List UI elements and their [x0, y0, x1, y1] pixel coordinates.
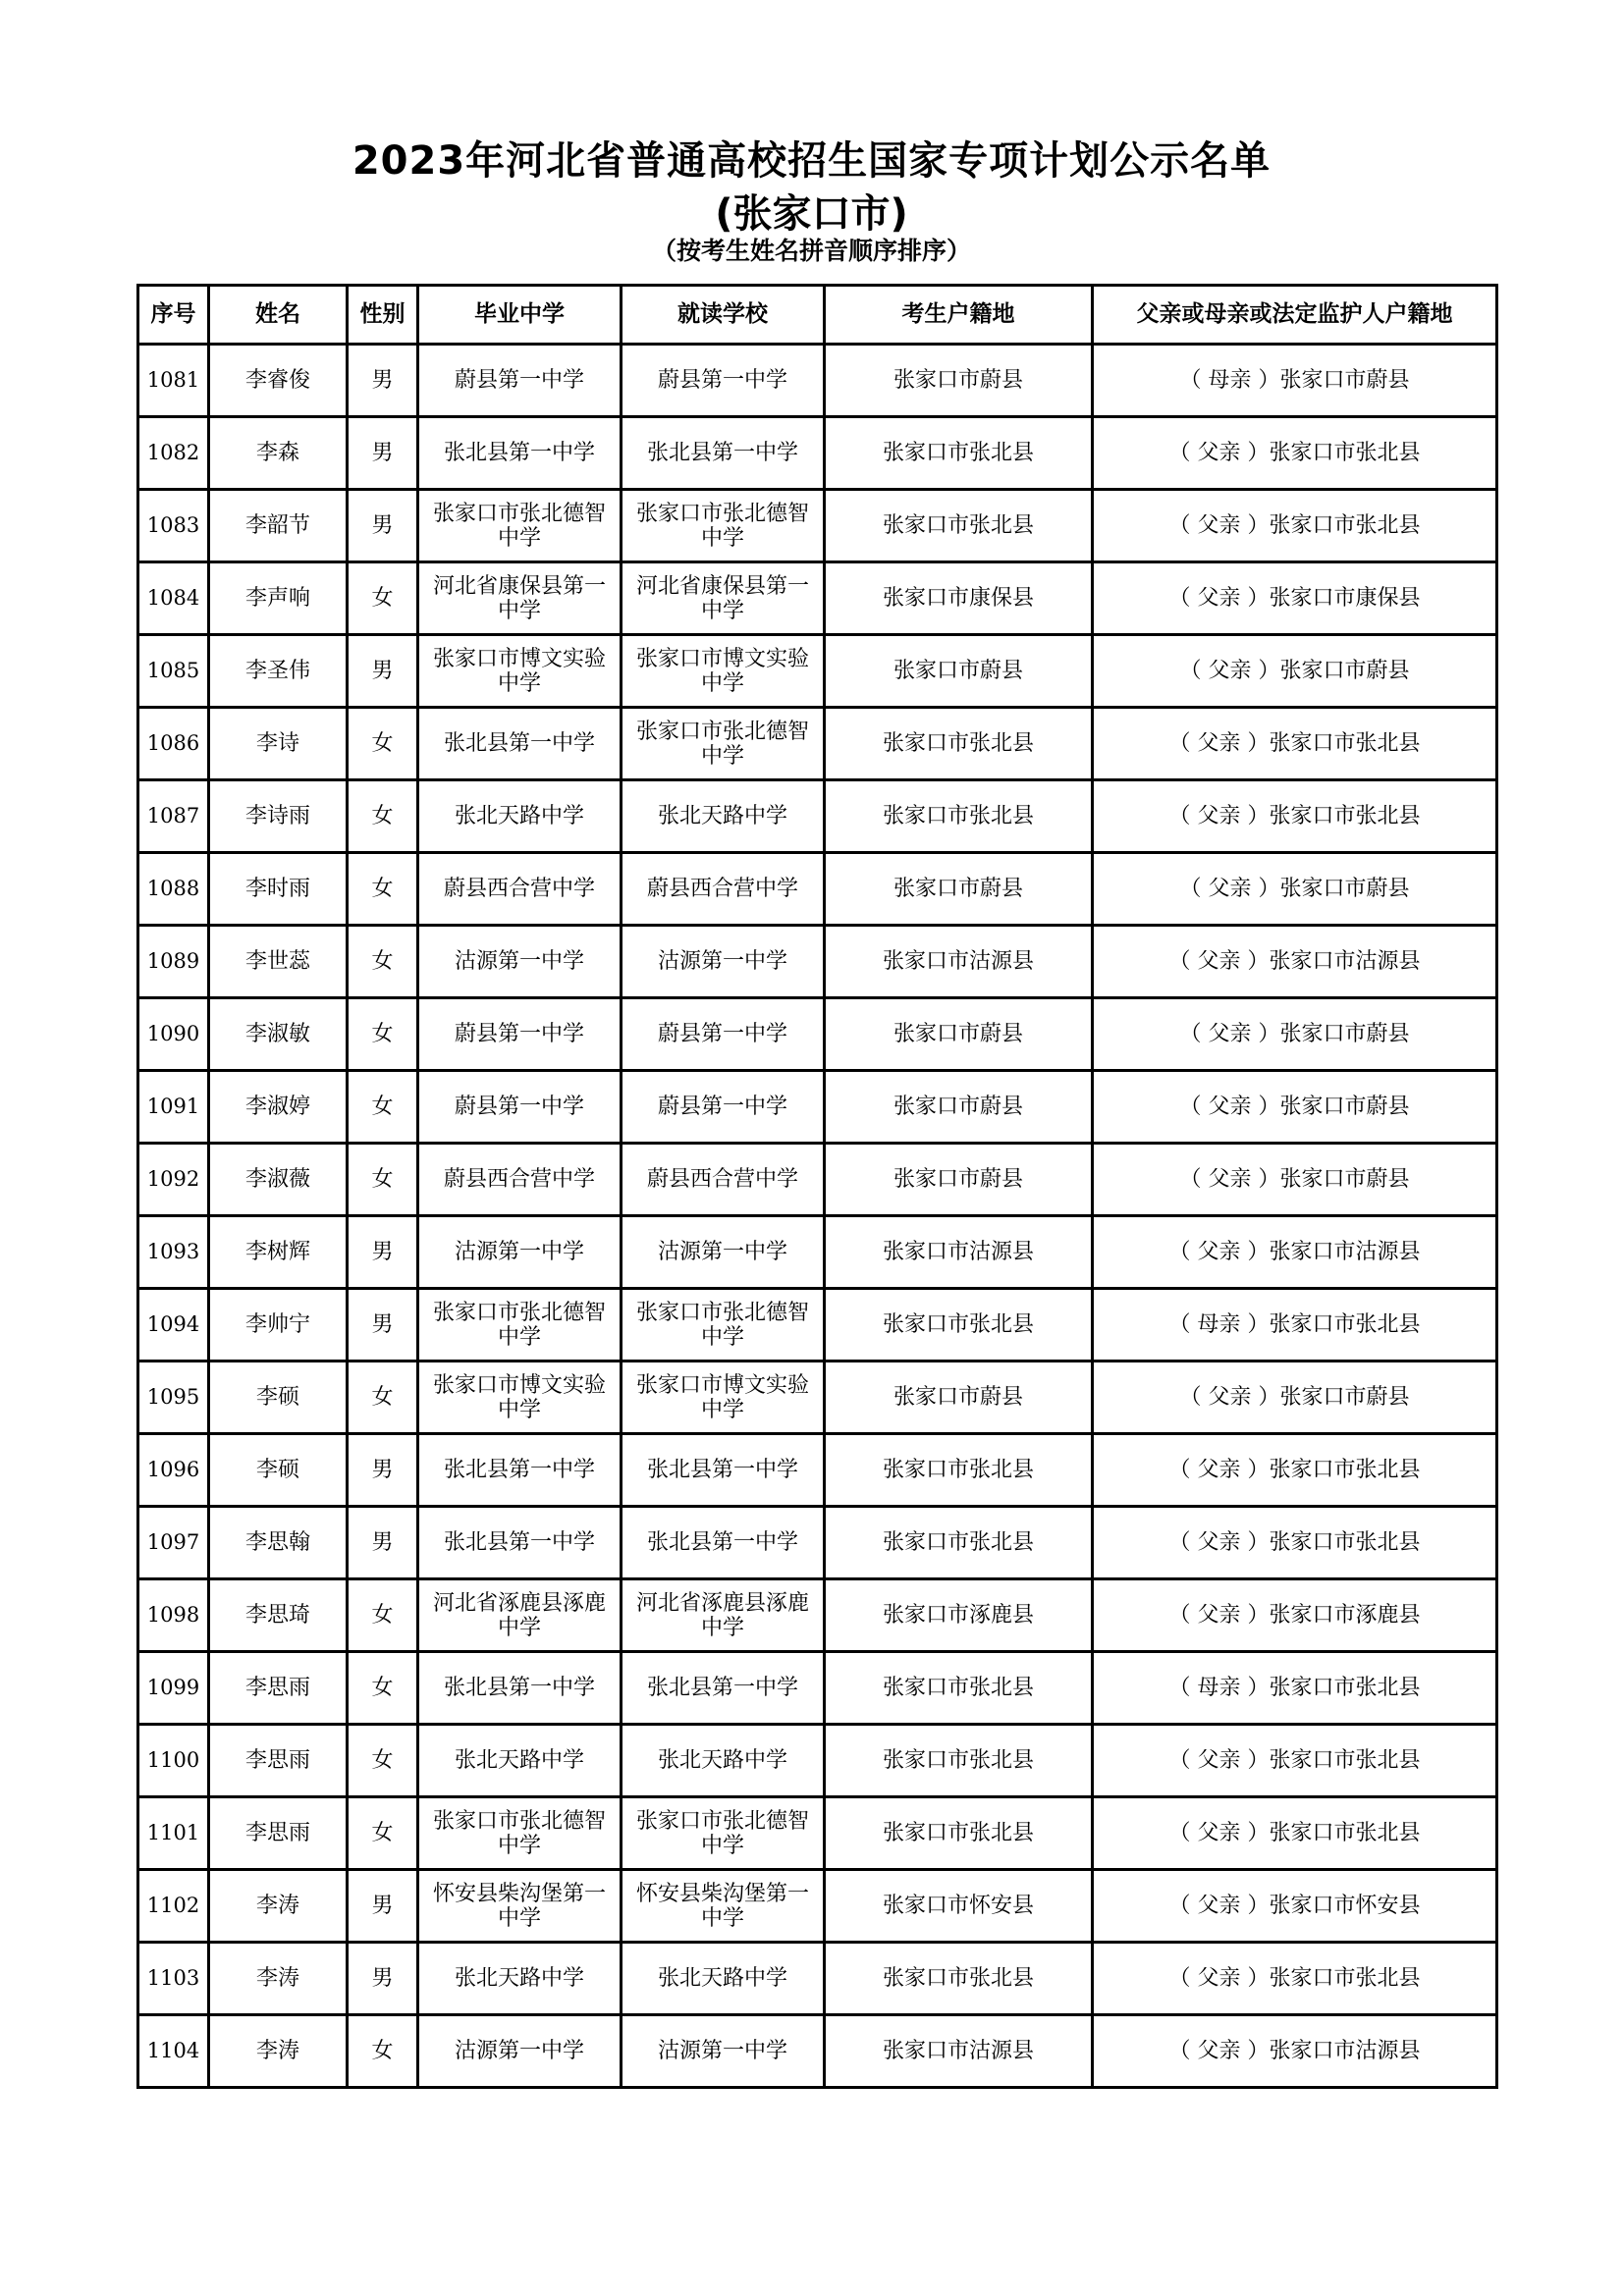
- graduated-school: 张北县第一中学: [418, 708, 622, 780]
- table-row: [138, 562, 1497, 635]
- sort-note: （按考生姓名拼音顺序排序）: [651, 237, 971, 265]
- current-school: 张北天路中学: [622, 1725, 825, 1797]
- row-index: 1098: [138, 1579, 209, 1652]
- current-school: 沽源第一中学: [622, 926, 825, 998]
- graduated-school: 蔚县第一中学: [418, 345, 622, 417]
- graduated-school: 沽源第一中学: [418, 2015, 622, 2088]
- row-index: 1104: [138, 2015, 209, 2088]
- current-school: 张北县第一中学: [622, 1507, 825, 1579]
- table-row: [138, 1943, 1497, 2015]
- student-name: 李诗雨: [209, 780, 348, 853]
- household-registration: 张家口市张北县: [825, 417, 1093, 490]
- household-registration: 张家口市蔚县: [825, 1144, 1093, 1216]
- household-registration: 张家口市张北县: [825, 1289, 1093, 1362]
- student-name: 李世蕊: [209, 926, 348, 998]
- gender: 女: [348, 708, 418, 780]
- student-name: 李思琦: [209, 1579, 348, 1652]
- graduated-school: 沽源第一中学: [418, 926, 622, 998]
- current-school: 张北县第一中学: [622, 417, 825, 490]
- table-row: [138, 926, 1497, 998]
- current-school: 沽源第一中学: [622, 1216, 825, 1289]
- student-name: 李思翰: [209, 1507, 348, 1579]
- guardian-registration: （ 父亲 ）张家口市沽源县: [1093, 926, 1497, 998]
- student-name: 李圣伟: [209, 635, 348, 708]
- col-header-graduated-school: 毕业中学: [418, 286, 622, 345]
- gender: 男: [348, 1507, 418, 1579]
- row-index: 1092: [138, 1144, 209, 1216]
- col-header-gender: 性别: [348, 286, 418, 345]
- col-header-name: 姓名: [209, 286, 348, 345]
- gender: 女: [348, 1579, 418, 1652]
- graduated-school: 张北县第一中学: [418, 1434, 622, 1507]
- guardian-registration: （ 父亲 ）张家口市张北县: [1093, 1434, 1497, 1507]
- graduated-school: 张北天路中学: [418, 780, 622, 853]
- row-index: 1096: [138, 1434, 209, 1507]
- gender: 女: [348, 926, 418, 998]
- row-index: 1097: [138, 1507, 209, 1579]
- table-row: [138, 708, 1497, 780]
- household-registration: 张家口市沽源县: [825, 926, 1093, 998]
- graduated-school: 河北省涿鹿县涿鹿中学: [418, 1579, 622, 1652]
- gender: 女: [348, 1725, 418, 1797]
- gender: 男: [348, 1289, 418, 1362]
- table-row: [138, 1870, 1497, 1943]
- student-name: 李涛: [209, 2015, 348, 2088]
- graduated-school: 沽源第一中学: [418, 1216, 622, 1289]
- row-index: 1103: [138, 1943, 209, 2015]
- row-index: 1085: [138, 635, 209, 708]
- graduated-school: 张家口市博文实验中学: [418, 1362, 622, 1434]
- current-school: 张家口市张北德智中学: [622, 1289, 825, 1362]
- graduated-school: 张家口市张北德智中学: [418, 1289, 622, 1362]
- guardian-registration: （ 父亲 ）张家口市沽源县: [1093, 1216, 1497, 1289]
- current-school: 沽源第一中学: [622, 2015, 825, 2088]
- student-name: 李硕: [209, 1362, 348, 1434]
- gender: 女: [348, 562, 418, 635]
- student-name: 李硕: [209, 1434, 348, 1507]
- student-name: 李思雨: [209, 1652, 348, 1725]
- graduated-school: 张北天路中学: [418, 1943, 622, 2015]
- table-row: [138, 417, 1497, 490]
- current-school: 张家口市张北德智中学: [622, 490, 825, 562]
- guardian-registration: （ 父亲 ）张家口市蔚县: [1093, 1071, 1497, 1144]
- household-registration: 张家口市蔚县: [825, 345, 1093, 417]
- row-index: 1101: [138, 1797, 209, 1870]
- current-school: 张家口市张北德智中学: [622, 1797, 825, 1870]
- guardian-registration: （ 父亲 ）张家口市蔚县: [1093, 635, 1497, 708]
- graduated-school: 蔚县西合营中学: [418, 853, 622, 926]
- guardian-registration: （ 父亲 ）张家口市怀安县: [1093, 1870, 1497, 1943]
- household-registration: 张家口市张北县: [825, 490, 1093, 562]
- student-name: 李时雨: [209, 853, 348, 926]
- guardian-registration: （ 父亲 ）张家口市蔚县: [1093, 853, 1497, 926]
- table-row: [138, 635, 1497, 708]
- table-row: [138, 1652, 1497, 1725]
- graduated-school: 张北县第一中学: [418, 417, 622, 490]
- student-name: 李涛: [209, 1943, 348, 2015]
- guardian-registration: （ 母亲 ）张家口市蔚县: [1093, 345, 1497, 417]
- table-row: [138, 1289, 1497, 1362]
- student-name: 李思雨: [209, 1725, 348, 1797]
- row-index: 1081: [138, 345, 209, 417]
- household-registration: 张家口市蔚县: [825, 1362, 1093, 1434]
- current-school: 河北省康保县第一中学: [622, 562, 825, 635]
- table-row: [138, 490, 1497, 562]
- current-school: 张家口市张北德智中学: [622, 708, 825, 780]
- table-row: [138, 1725, 1497, 1797]
- current-school: 张家口市博文实验中学: [622, 1362, 825, 1434]
- household-registration: 张家口市张北县: [825, 780, 1093, 853]
- row-index: 1091: [138, 1071, 209, 1144]
- gender: 男: [348, 1943, 418, 2015]
- row-index: 1100: [138, 1725, 209, 1797]
- student-name: 李声响: [209, 562, 348, 635]
- guardian-registration: （ 父亲 ）张家口市蔚县: [1093, 998, 1497, 1071]
- graduated-school: 河北省康保县第一中学: [418, 562, 622, 635]
- table-row: [138, 1071, 1497, 1144]
- current-school: 河北省涿鹿县涿鹿中学: [622, 1579, 825, 1652]
- household-registration: 张家口市张北县: [825, 1652, 1093, 1725]
- gender: 女: [348, 1071, 418, 1144]
- graduated-school: 张家口市博文实验中学: [418, 635, 622, 708]
- current-school: 怀安县柴沟堡第一中学: [622, 1870, 825, 1943]
- guardian-registration: （ 父亲 ）张家口市康保县: [1093, 562, 1497, 635]
- gender: 男: [348, 417, 418, 490]
- current-school: 张北天路中学: [622, 780, 825, 853]
- table-header-row: [138, 286, 1497, 345]
- guardian-registration: （ 父亲 ）张家口市张北县: [1093, 1797, 1497, 1870]
- graduated-school: 张北县第一中学: [418, 1507, 622, 1579]
- gender: 男: [348, 1216, 418, 1289]
- current-school: 蔚县第一中学: [622, 1071, 825, 1144]
- row-index: 1082: [138, 417, 209, 490]
- current-school: 蔚县第一中学: [622, 345, 825, 417]
- guardian-registration: （ 父亲 ）张家口市沽源县: [1093, 2015, 1497, 2088]
- student-name: 李韶节: [209, 490, 348, 562]
- table-row: [138, 1507, 1497, 1579]
- table-row: [138, 1579, 1497, 1652]
- col-header-guardian-registration: 父亲或母亲或法定监护人户籍地: [1093, 286, 1497, 345]
- current-school: 蔚县西合营中学: [622, 853, 825, 926]
- guardian-registration: （ 父亲 ）张家口市蔚县: [1093, 1144, 1497, 1216]
- table-row: [138, 1144, 1497, 1216]
- household-registration: 张家口市沽源县: [825, 2015, 1093, 2088]
- gender: 女: [348, 1362, 418, 1434]
- row-index: 1089: [138, 926, 209, 998]
- graduated-school: 张家口市张北德智中学: [418, 1797, 622, 1870]
- current-school: 蔚县第一中学: [622, 998, 825, 1071]
- graduated-school: 张家口市张北德智中学: [418, 490, 622, 562]
- guardian-registration: （ 母亲 ）张家口市张北县: [1093, 1289, 1497, 1362]
- table-row: [138, 1362, 1497, 1434]
- current-school: 张北县第一中学: [622, 1434, 825, 1507]
- graduated-school: 蔚县西合营中学: [418, 1144, 622, 1216]
- table-row: [138, 1797, 1497, 1870]
- gender: 男: [348, 490, 418, 562]
- guardian-registration: （ 父亲 ）张家口市蔚县: [1093, 1362, 1497, 1434]
- gender: 男: [348, 345, 418, 417]
- student-name: 李淑婷: [209, 1071, 348, 1144]
- row-index: 1102: [138, 1870, 209, 1943]
- row-index: 1084: [138, 562, 209, 635]
- gender: 女: [348, 780, 418, 853]
- student-name: 李帅宁: [209, 1289, 348, 1362]
- student-name: 李思雨: [209, 1797, 348, 1870]
- row-index: 1093: [138, 1216, 209, 1289]
- row-index: 1083: [138, 490, 209, 562]
- current-school: 张家口市博文实验中学: [622, 635, 825, 708]
- graduated-school: 怀安县柴沟堡第一中学: [418, 1870, 622, 1943]
- household-registration: 张家口市涿鹿县: [825, 1579, 1093, 1652]
- graduated-school: 蔚县第一中学: [418, 1071, 622, 1144]
- gender: 男: [348, 635, 418, 708]
- guardian-registration: （ 父亲 ）张家口市张北县: [1093, 417, 1497, 490]
- graduated-school: 张北天路中学: [418, 1725, 622, 1797]
- current-school: 蔚县西合营中学: [622, 1144, 825, 1216]
- student-name: 李森: [209, 417, 348, 490]
- col-header-current-school: 就读学校: [622, 286, 825, 345]
- guardian-registration: （ 父亲 ）张家口市张北县: [1093, 1943, 1497, 2015]
- col-header-household-registration: 考生户籍地: [825, 286, 1093, 345]
- gender: 男: [348, 1434, 418, 1507]
- student-name: 李淑薇: [209, 1144, 348, 1216]
- gender: 女: [348, 1797, 418, 1870]
- row-index: 1090: [138, 998, 209, 1071]
- row-index: 1088: [138, 853, 209, 926]
- household-registration: 张家口市张北县: [825, 708, 1093, 780]
- current-school: 张北县第一中学: [622, 1652, 825, 1725]
- household-registration: 张家口市蔚县: [825, 853, 1093, 926]
- row-index: 1087: [138, 780, 209, 853]
- row-index: 1095: [138, 1362, 209, 1434]
- graduated-school: 蔚县第一中学: [418, 998, 622, 1071]
- household-registration: 张家口市张北县: [825, 1434, 1093, 1507]
- gender: 男: [348, 1870, 418, 1943]
- gender: 女: [348, 2015, 418, 2088]
- household-registration: 张家口市蔚县: [825, 635, 1093, 708]
- guardian-registration: （ 父亲 ）张家口市张北县: [1093, 708, 1497, 780]
- household-registration: 张家口市张北县: [825, 1797, 1093, 1870]
- student-name: 李诗: [209, 708, 348, 780]
- document-title: 2023年河北省普通高校招生国家专项计划公示名单: [352, 138, 1271, 184]
- household-registration: 张家口市怀安县: [825, 1870, 1093, 1943]
- household-registration: 张家口市康保县: [825, 562, 1093, 635]
- student-name: 李淑敏: [209, 998, 348, 1071]
- student-name: 李睿俊: [209, 345, 348, 417]
- household-registration: 张家口市张北县: [825, 1943, 1093, 2015]
- table-row: [138, 853, 1497, 926]
- household-registration: 张家口市蔚县: [825, 1071, 1093, 1144]
- household-registration: 张家口市张北县: [825, 1507, 1093, 1579]
- household-registration: 张家口市沽源县: [825, 1216, 1093, 1289]
- table-row: [138, 345, 1497, 417]
- graduated-school: 张北县第一中学: [418, 1652, 622, 1725]
- guardian-registration: （ 父亲 ）张家口市张北县: [1093, 1507, 1497, 1579]
- gender: 女: [348, 1144, 418, 1216]
- household-registration: 张家口市蔚县: [825, 998, 1093, 1071]
- table-row: [138, 2015, 1497, 2088]
- current-school: 张北天路中学: [622, 1943, 825, 2015]
- roster-table: [136, 284, 1498, 2089]
- col-header-index: 序号: [138, 286, 209, 345]
- row-index: 1099: [138, 1652, 209, 1725]
- student-name: 李树辉: [209, 1216, 348, 1289]
- gender: 女: [348, 998, 418, 1071]
- guardian-registration: （ 母亲 ）张家口市张北县: [1093, 1652, 1497, 1725]
- table-row: [138, 998, 1497, 1071]
- gender: 女: [348, 853, 418, 926]
- guardian-registration: （ 父亲 ）张家口市张北县: [1093, 490, 1497, 562]
- student-name: 李涛: [209, 1870, 348, 1943]
- guardian-registration: （ 父亲 ）张家口市张北县: [1093, 1725, 1497, 1797]
- household-registration: 张家口市张北县: [825, 1725, 1093, 1797]
- guardian-registration: （ 父亲 ）张家口市张北县: [1093, 780, 1497, 853]
- table-row: [138, 1216, 1497, 1289]
- gender: 女: [348, 1652, 418, 1725]
- table-row: [138, 1434, 1497, 1507]
- row-index: 1094: [138, 1289, 209, 1362]
- table-row: [138, 780, 1497, 853]
- row-index: 1086: [138, 708, 209, 780]
- document-subtitle: (张家口市): [715, 191, 908, 237]
- guardian-registration: （ 父亲 ）张家口市涿鹿县: [1093, 1579, 1497, 1652]
